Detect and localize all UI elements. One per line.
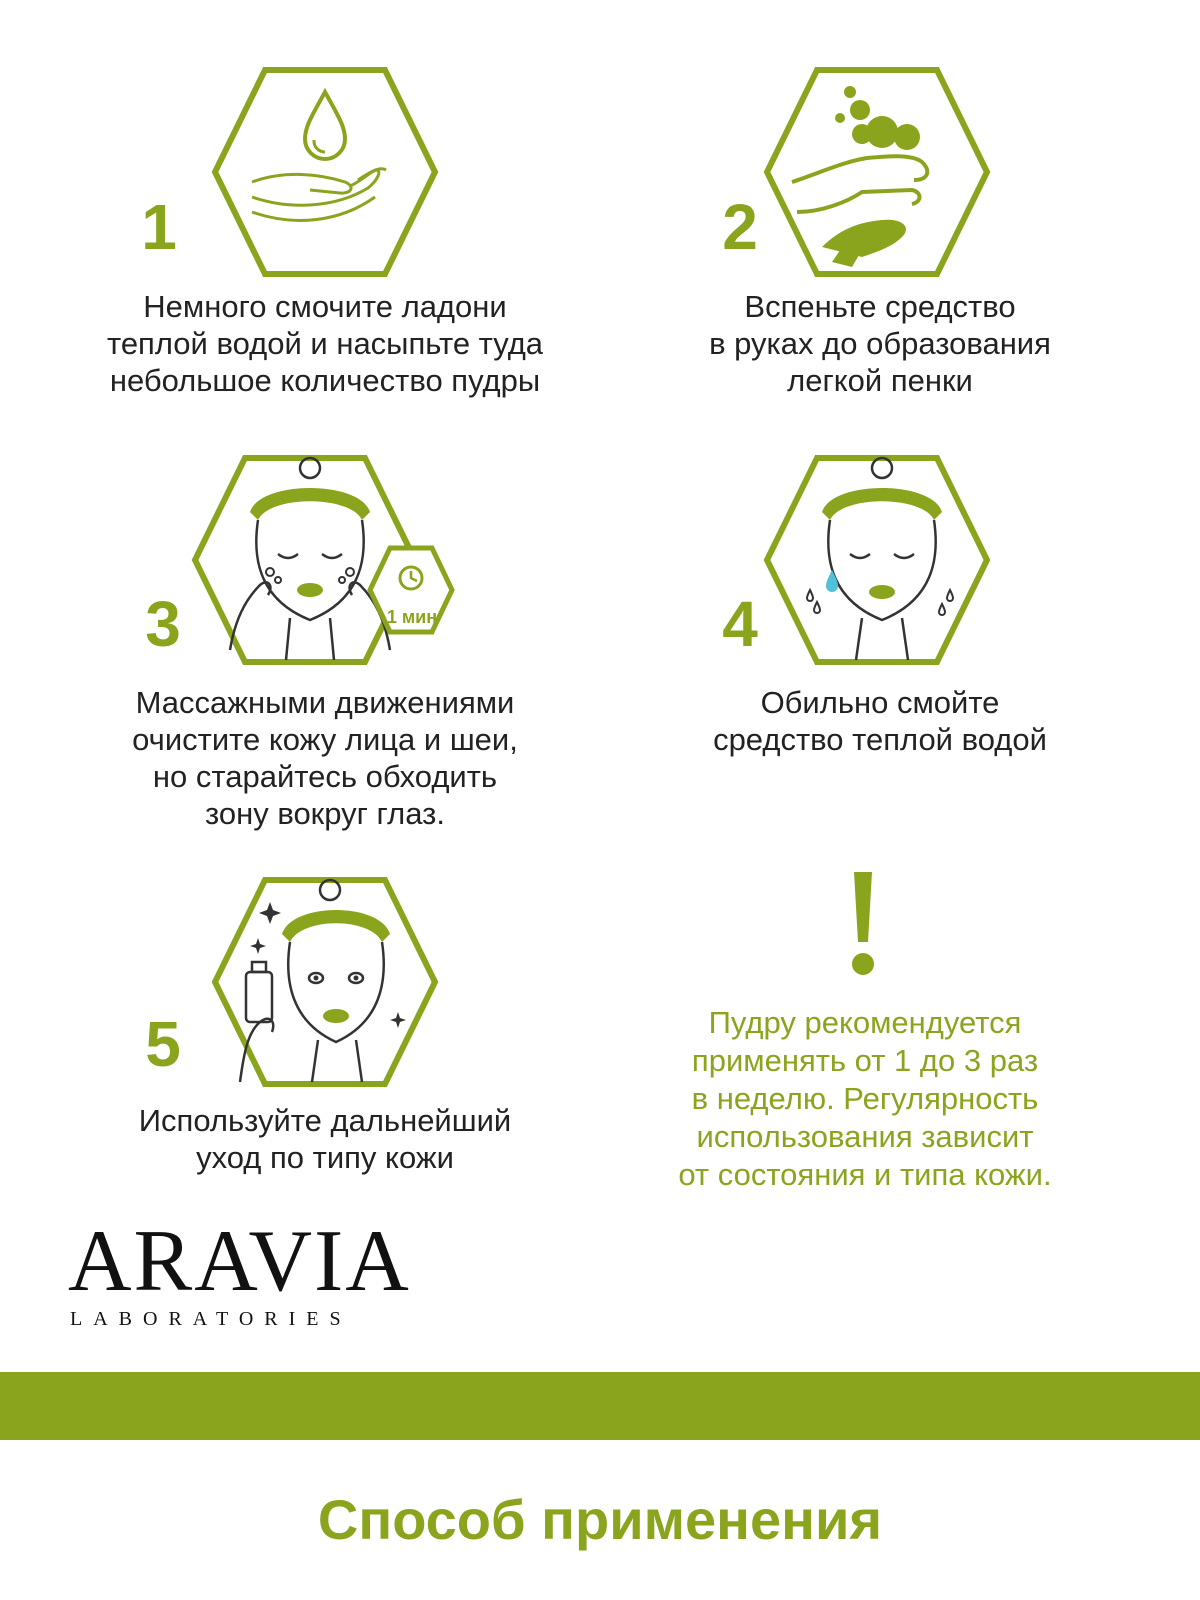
bottle-icon bbox=[246, 972, 272, 1022]
step-4-number: 4 bbox=[722, 588, 758, 660]
green-band bbox=[0, 1372, 1200, 1440]
brand-name: ARAVIA bbox=[68, 1213, 411, 1310]
timer-badge: 1 мин bbox=[386, 607, 438, 627]
step-2-text: Вспеньте средство в руках до образования легкой пенки bbox=[709, 289, 1051, 398]
brand-sub: LABORATORIES bbox=[70, 1308, 352, 1330]
step-3-number: 3 bbox=[145, 588, 181, 660]
palm-water-drop-icon bbox=[210, 62, 440, 282]
face-rinse-icon bbox=[762, 450, 992, 680]
step-4-text: Обильно смойте средство теплой водой bbox=[713, 685, 1047, 757]
foaming-hands-icon bbox=[762, 62, 992, 282]
page-title: Способ применения bbox=[317, 1488, 883, 1551]
water-drop-icon bbox=[826, 570, 838, 592]
step-2-number: 2 bbox=[722, 191, 758, 263]
face-massage-icon bbox=[190, 450, 470, 680]
exclamation-icon bbox=[848, 872, 878, 982]
sparkle-icon bbox=[259, 902, 281, 924]
usage-note: Пудру рекомендуется применять от 1 до 3 раз в неделю. Регулярность использования зависит от состояния и типа кожи. bbox=[678, 1005, 1052, 1192]
step-1-text: Немного смочите ладони теплой водой и насыпьте туда небольшое количество пудры bbox=[106, 289, 544, 398]
step-1-number: 1 bbox=[141, 191, 177, 263]
step-5-text: Используйте дальнейший уход по типу кожи bbox=[138, 1103, 512, 1175]
step-5-number: 5 bbox=[145, 1008, 181, 1080]
face-skincare-icon bbox=[210, 872, 440, 1102]
step-3-text: Массажными движениями очистите кожу лица и шеи, но старайтесь обходить зону вокруг глаз. bbox=[132, 685, 518, 831]
brand-logo bbox=[68, 1213, 411, 1331]
